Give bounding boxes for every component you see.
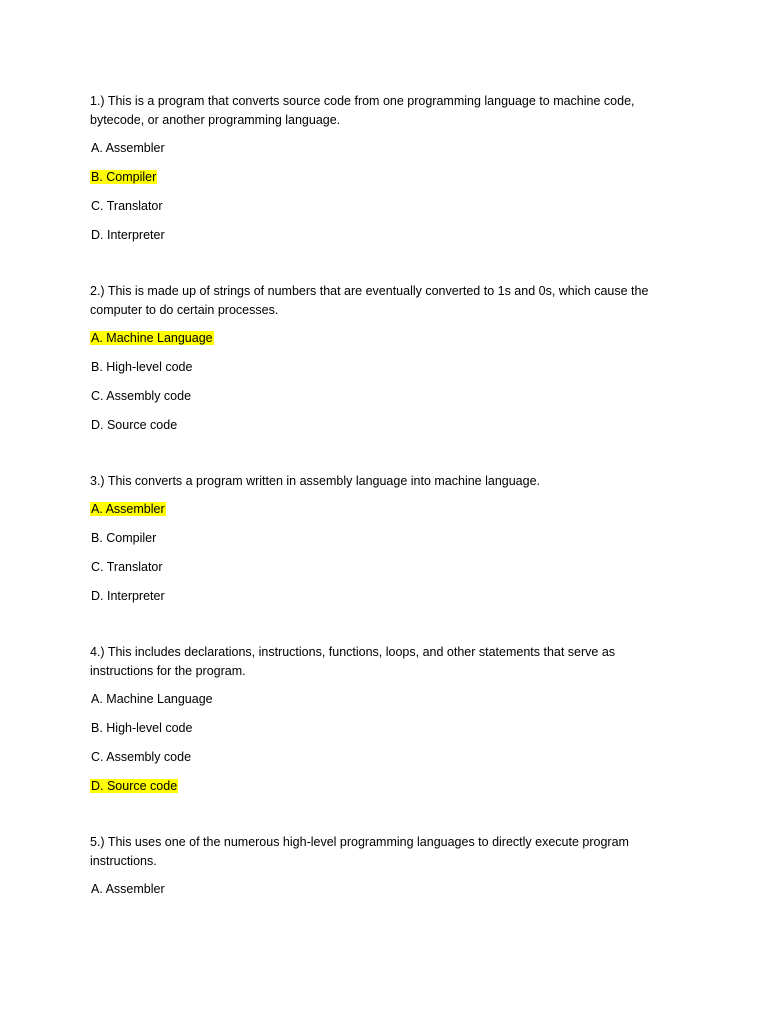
option-label: C. Translator	[91, 560, 163, 574]
question-text: 1.) This is a program that converts source code from one programming language to machine code, bytecode, or another programming language.	[90, 94, 635, 127]
option-label: A. Assembler	[91, 882, 165, 896]
option-d	[90, 227, 650, 244]
option-label: A. Assembler	[91, 141, 165, 155]
question-text: 5.) This uses one of the numerous high-level programming languages to directly execute program instructions.	[90, 835, 629, 868]
option-b	[90, 530, 650, 547]
spacer	[90, 807, 650, 833]
option-label: D. Source code	[91, 779, 178, 793]
question-1	[90, 92, 650, 244]
option-a	[90, 140, 650, 157]
question-text: 2.) This is made up of strings of numbers that are eventually converted to 1s and 0s, which cause the computer to do certain processes.	[90, 284, 649, 317]
document-page	[90, 92, 650, 910]
spacer	[90, 617, 650, 643]
spacer	[90, 256, 650, 282]
question-4	[90, 643, 650, 795]
option-d	[90, 417, 650, 434]
spacer	[90, 446, 650, 472]
option-d-highlighted	[90, 778, 650, 795]
option-b-highlighted	[90, 169, 650, 186]
option-label: C. Assembly code	[91, 750, 192, 764]
option-a-highlighted	[90, 501, 650, 518]
option-a	[90, 881, 650, 898]
question-text: 4.) This includes declarations, instructions, functions, loops, and other statements that serve as instructions for the program.	[90, 645, 616, 678]
question-text: 3.) This converts a program written in assembly language into machine language.	[90, 474, 541, 488]
option-b	[90, 720, 650, 737]
option-label: B. High-level code	[91, 721, 193, 735]
option-c	[90, 749, 650, 766]
option-label: D. Source code	[91, 418, 178, 432]
question-5	[90, 833, 650, 898]
option-label: A. Machine Language	[91, 692, 213, 706]
option-label: B. Compiler	[91, 531, 157, 545]
option-c	[90, 388, 650, 405]
option-label: B. High-level code	[91, 360, 193, 374]
option-b	[90, 359, 650, 376]
option-a-highlighted	[90, 330, 650, 347]
option-label: D. Interpreter	[91, 228, 165, 242]
option-c	[90, 559, 650, 576]
option-d	[90, 588, 650, 605]
option-c	[90, 198, 650, 215]
option-label: A. Assembler	[91, 502, 165, 516]
option-label: C. Translator	[91, 199, 163, 213]
option-label: C. Assembly code	[91, 389, 192, 403]
option-a	[90, 691, 650, 708]
question-3	[90, 472, 650, 605]
question-2	[90, 282, 650, 434]
option-label: D. Interpreter	[91, 589, 165, 603]
option-label: B. Compiler	[91, 170, 157, 184]
option-label: A. Machine Language	[91, 331, 213, 345]
